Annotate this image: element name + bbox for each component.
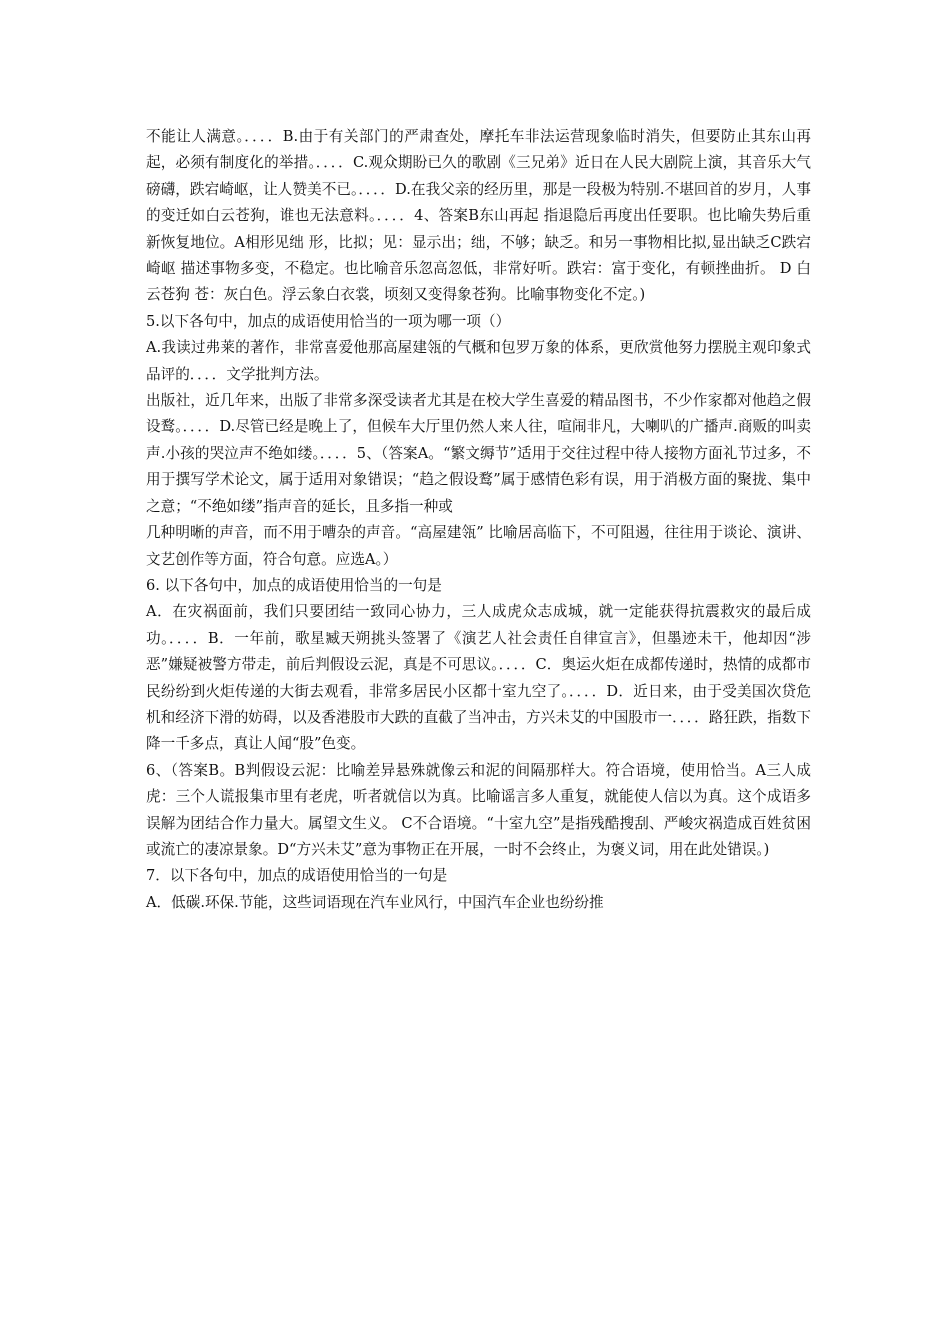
paragraph-question-4-options-and-answer: 不能让人满意。．．．．B.由于有关部门的严肃查处，摩托车非法运营现象临时消失，但要防止其东山再起，必须有制度化的举措。．．．．C.观众期盼已久的歌剧《三兄弟》近日在人民大剧院上演，其音乐大气磅礴，跌宕崎岖，让人赞美不已。．．．．D.在我父亲的经历里，那是一段极为特别.不堪回首的岁月，人事的变迁如白云苍狗，谁也无法意料。．．．．4、答案B东山再起 指退隐后再度出任要职。也比喻失势后重新恢复地位。A相形见绌 形，比拟；见：显示出；绌，不够；缺乏。和另一事物相比拟,显出缺乏C跌宕崎岖 描述事物多变，不稳定。也比喻音乐忽高忽低，非常好听。跌宕：富于变化，有顿挫曲折。 D 白云苍狗 苍：灰白色。浮云象白衣裳，顷刻又变得象苍狗。比喻事物变化不定。)	[146, 128, 811, 304]
paragraph-question-7-option-a: A．低碳.环保.节能，这些词语现在汽车业风行，中国汽车企业也纷纷推	[146, 893, 604, 911]
paragraph-question-5-option-a: A.我读过弗莱的著作，非常喜爱他那高屋建瓴的气概和包罗万象的体系，更欣赏他努力摆脱主观印象式品评的．．．．文学批判方法。	[146, 339, 811, 383]
paragraph-question-5-options-and-answer: 出版社，近几年来，出版了非常多深受读者尤其是在校大学生喜爱的精品图书，不少作家都对他趋之假设鹜。．．．．D.尽管已经是晚上了，但候车大厅里仍然人来人往，喧闹非凡，大喇叭的广播声.商贩的叫卖声.小孩的哭泣声不绝如缕。．．．．5、（答案A。“繁文缛节”适用于交往过程中待人接物方面礼节过多，不用于撰写学术论文，属于适用对象错误；“趋之假设鹜”属于感情色彩有误，用于消极方面的聚拢、集中之意；“不绝如缕”指声音的延长，且多指一种或	[146, 392, 811, 515]
paragraph-question-6-answer: 6、（答案B。B判假设云泥：比喻差异悬殊就像云和泥的间隔那样大。符合语境，使用恰当。A三人成虎：三个人谎报集市里有老虎，听者就信以为真。比喻谣言多人重复，就能使人信以为真。这个成语多误解为团结合作力量大。属望文生义。 C不合语境。“十室九空”是指残酷搜刮、严峻灾祸造成百姓贫困或流亡的凄凉景象。D“方兴未艾”意为事物正在开展，一时不会终止，为褒义词，用在此处错误。)	[146, 761, 811, 858]
paragraph-question-5-answer-continued: 几种明晰的声音，而不用于嘈杂的声音。“高屋建瓴” 比喻居高临下，不可阻遏，往往用于谈论、演讲、文艺创作等方面，符合句意。应选A。）	[146, 524, 811, 568]
paragraph-question-5-stem: 5.以下各句中，加点的成语使用恰当的一项为哪一项（）	[146, 312, 511, 330]
paragraph-question-6-options: A．在灾祸面前，我们只要团结一致同心协力，三人成虎众志成城，就一定能获得抗震救灾的最后成功。．．．．B．一年前，歌星臧天朔挑头签署了《演艺人社会责任自律宣言》，但墨迹未干，他却因“涉恶”嫌疑被警方带走，前后判假设云泥，真是不可思议。．．．．C．奥运火炬在成都传递时，热情的成都市民纷纷到火炬传递的大街去观看，非常多居民小区都十室九空了。．．．．D．近日来，由于受美国次贷危机和经济下滑的妨碍，以及香港股市大跌的直截了当冲击，方兴未艾的中国股市一．．．．路狂跌，指数下降一千多点，真让人闻“股”色变。	[146, 603, 811, 753]
paragraph-question-7-stem: 7．以下各句中，加点的成语使用恰当的一句是	[146, 867, 448, 885]
paragraph-question-6-stem: 6. 以下各句中，加点的成语使用恰当的一句是	[146, 576, 442, 594]
document-body	[146, 124, 811, 916]
